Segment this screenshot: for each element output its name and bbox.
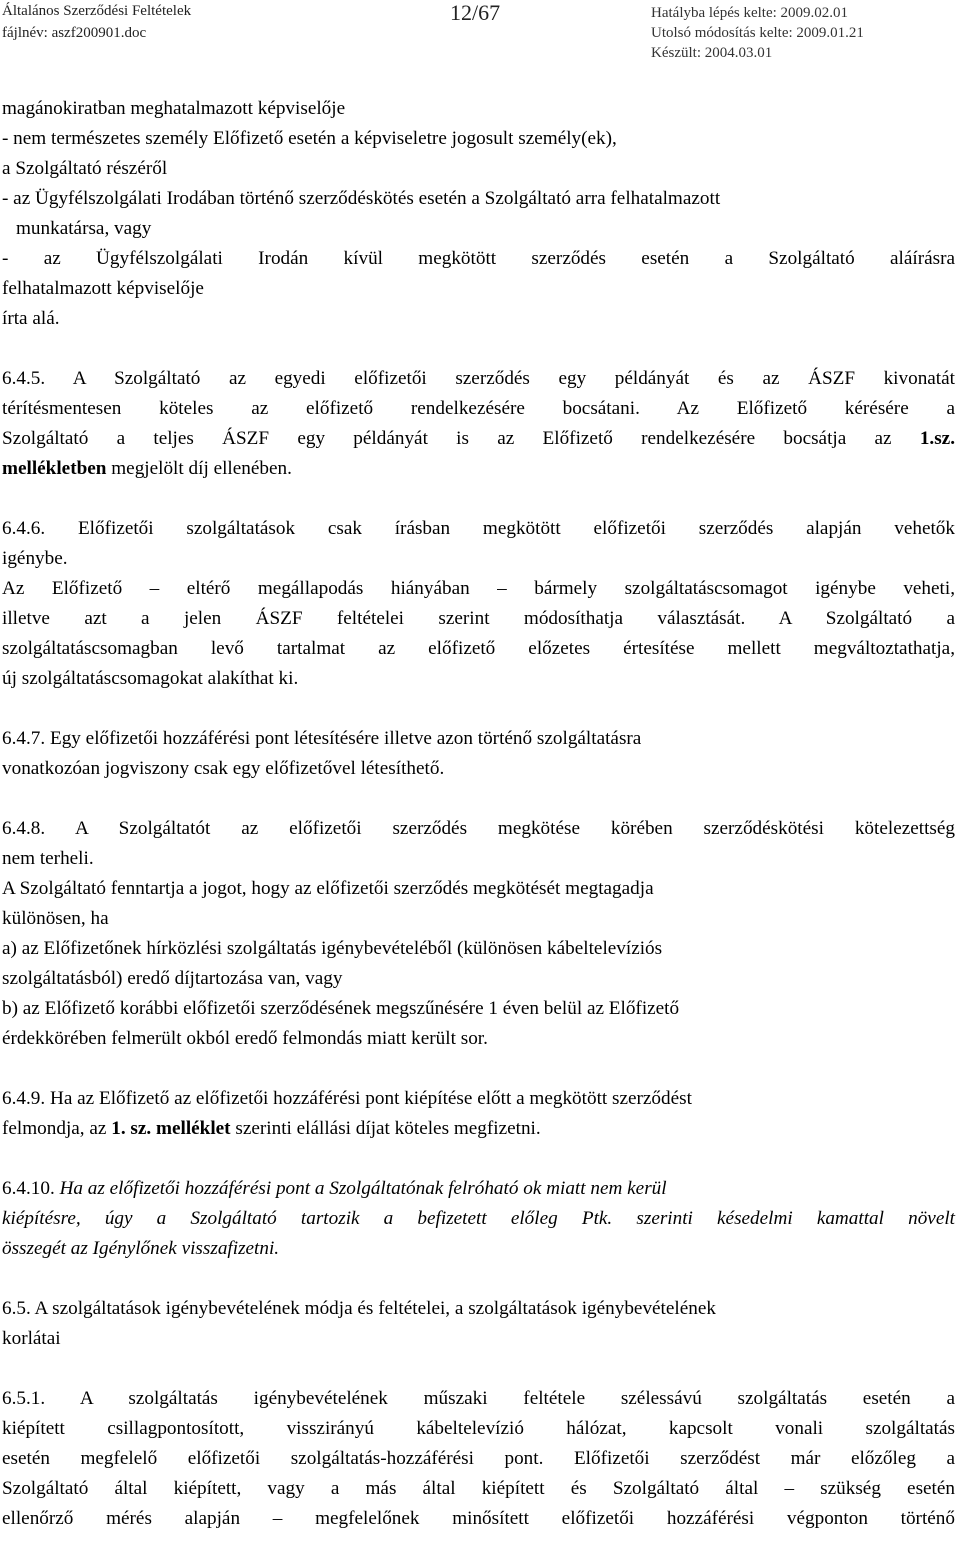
text-line: új szolgáltatáscsomagokat alakíthat ki. — [2, 668, 299, 689]
text-line: ellenőrző mérés alapján – megfelelőnek minősített előfizetői hozzáférési végponton történő — [2, 1508, 955, 1529]
text-line: munkatársa, vagy — [16, 218, 152, 239]
text-line: esetén megfelelő előfizetői szolgáltatás-hozzáférési pont. Előfizetői szerződést már előzőleg a — [2, 1448, 955, 1469]
section-6-5 — [2, 1294, 955, 1354]
text-line: Szolgáltató által kiépített, vagy a más által kiépített és Szolgáltató által – szükség esetén — [2, 1478, 955, 1499]
text-line: mellékletben megjelölt díj ellenében. — [2, 458, 292, 479]
text-line: felhatalmazott képviselője — [2, 278, 204, 299]
text-line: felmondja, az 1. sz. melléklet szerinti elállási díjat köteles megfizetni. — [2, 1118, 541, 1139]
text-line: 6.4.5. A Szolgáltató az egyedi előfizetői szerződés egy példányát és az ÁSZF kivonatát — [2, 368, 955, 389]
text-line: szolgáltatáscsomagban levő tartalmat az előfizető előzetes értesítése mellett megváltoztathatja, — [2, 638, 955, 659]
annex-reference: 1.sz. — [919, 428, 955, 449]
text-line: Szolgáltató a teljes ÁSZF egy példányát is az Előfizető rendelkezésére bocsátja az 1.sz. — [2, 428, 955, 449]
text-line: 6.4.7. Egy előfizetői hozzáférési pont létesítésére illetve azon történő szolgáltatásra — [2, 728, 642, 749]
document-title: Általános Szerződési Feltételek — [2, 3, 192, 19]
text-line: Az Előfizető – eltérő megállapodás hiányában – bármely szolgáltatáscsomagot igénybe veheti, — [2, 578, 955, 599]
section-heading: 6.5. A szolgáltatások igénybevételének módja és feltételei, a szolgáltatások igénybevételének — [2, 1298, 716, 1319]
document-body — [2, 94, 955, 1534]
section-6-4-8 — [2, 814, 955, 1054]
text-line: 6.4.6. Előfizetői szolgáltatások csak írásban megkötött előfizetői szerződés alapján vehetők — [2, 518, 955, 539]
annex-reference: mellékletben — [2, 458, 107, 479]
modified-date: Utolsó módosítás kelte: 2009.01.21 — [651, 25, 864, 41]
annex-reference: 1. sz. melléklet — [111, 1118, 231, 1139]
text-line: szolgáltatásból) eredő díjtartozása van, vagy — [2, 968, 343, 989]
text-line: illetve azt a jelen ÁSZF feltételei szerint módosíthatja választását. A Szolgáltató a — [2, 608, 955, 629]
created-date: Készült: 2004.03.01 — [651, 45, 773, 61]
section-6-5-1 — [2, 1384, 955, 1534]
text-line: - nem természetes személy Előfizető esetén a képviseletre jogosult személy(ek), — [2, 128, 617, 149]
text-line: 6.4.8. A Szolgáltatót az előfizetői szerződés megkötése körében szerződéskötési kötelezettség — [2, 818, 955, 839]
text-line: igénybe. — [2, 548, 68, 569]
text-line: magánokiratban meghatalmazott képviselője — [2, 98, 346, 119]
section-6-4-6 — [2, 514, 955, 694]
text-line: térítésmentesen köteles az előfizető rendelkezésére bocsátani. Az Előfizető kérésére a — [2, 398, 955, 419]
text-line: kiépített csillagpontosított, visszirányú kábeltelevízió hálózat, kapcsolt vonali szolgáltatás — [2, 1418, 955, 1439]
text-line: - az Ügyfélszolgálati Irodában történő szerződéskötés esetén a Szolgáltató arra felhatalmazott — [2, 188, 721, 209]
text-line: kiépítésre, úgy a Szolgáltató tartozik a befizetett előleg Ptk. szerinti késedelmi kamattal növelt — [2, 1208, 955, 1229]
text-line: 6.4.9. Ha az Előfizető az előfizetői hozzáférési pont kiépítése előtt a megkötött szerződést — [2, 1088, 692, 1109]
section-6-4-9 — [2, 1084, 955, 1144]
section-heading: korlátai — [2, 1328, 61, 1349]
text-line: b) az Előfizető korábbi előfizetői szerződésének megszűnésére 1 éven belül az Előfizető — [2, 998, 680, 1019]
text-line: a) az Előfizetőnek hírközlési szolgáltatás igénybevételéből (különösen kábeltelevíziós — [2, 938, 663, 959]
section-number: 6.4.10. — [2, 1178, 55, 1199]
text-line: érdekkörében felmerült okból eredő felmondás miatt került sor. — [2, 1028, 488, 1049]
section-6-4-7 — [2, 724, 955, 784]
text-line: a Szolgáltató részéről — [2, 158, 168, 179]
page-number: 12/67 — [450, 0, 501, 25]
text-line: 6.5.1. A szolgáltatás igénybevételének műszaki feltétele szélessávú szolgáltatás esetén a — [2, 1388, 955, 1409]
file-name: fájlnév: aszf200901.doc — [2, 25, 147, 41]
text-line: - az Ügyfélszolgálati Irodán kívül megkötött szerződés esetén a Szolgáltató aláírásra — [2, 248, 955, 269]
text-line: írta alá. — [2, 308, 60, 329]
section-6-4-10 — [2, 1174, 955, 1264]
text-line: különösen, ha — [2, 908, 109, 929]
section-6-4-5 — [2, 364, 955, 484]
text-line: 6.4.10. Ha az előfizetői hozzáférési pont a Szolgáltatónak felróható ok miatt nem kerül — [2, 1178, 667, 1199]
effective-date: Hatályba lépés kelte: 2009.02.01 — [651, 5, 849, 21]
text-line: vonatkozóan jogviszony csak egy előfizetővel létesíthető. — [2, 758, 445, 779]
text-line: összegét az Igénylőnek visszafizetni. — [2, 1238, 280, 1259]
text-line: nem terheli. — [2, 848, 94, 869]
signatories-section — [2, 94, 955, 334]
text-line: A Szolgáltató fenntartja a jogot, hogy az előfizetői szerződés megkötését megtagadja — [2, 878, 654, 899]
